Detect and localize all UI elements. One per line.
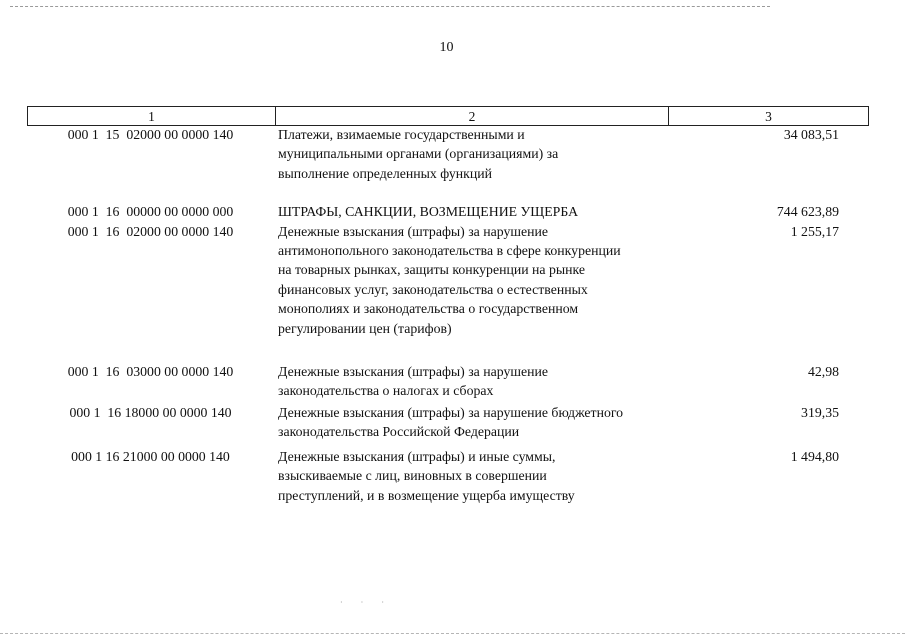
- row-description: [278, 403, 698, 442]
- table-row: [27, 125, 869, 183]
- row-description-line: Денежные взыскания (штрафы) и иные суммы,: [278, 448, 556, 464]
- row-description-line: выполнение определенных функций: [278, 165, 493, 181]
- row-description-line: Денежные взыскания (штрафы) за нарушение: [278, 223, 548, 239]
- row-code: 000 1 15 02000 00 0000 140: [67, 127, 234, 142]
- row-description-line: взыскиваемые с лиц, виновных в совершении: [278, 468, 547, 484]
- scan-edge-bottom: [0, 633, 905, 634]
- row-description: [278, 222, 698, 338]
- table-row: [27, 202, 869, 221]
- row-description-line: законодательства о налогах и сборах: [278, 383, 494, 399]
- scan-edge-top: [10, 6, 770, 7]
- row-code: 000 1 16 02000 00 0000 140: [67, 223, 234, 239]
- page-number: 10: [439, 40, 454, 55]
- row-description: [278, 202, 698, 221]
- row-description-line: Денежные взыскания (штрафы) за нарушение: [278, 364, 548, 380]
- row-description-line: монополиях и законодательства о государственном: [278, 301, 579, 317]
- table-row: [27, 403, 869, 442]
- budget-rows: [27, 125, 869, 505]
- row-amount: 744 623,89: [776, 204, 839, 220]
- table-row: [27, 222, 869, 338]
- row-description-line: Денежные взыскания (штрафы) за нарушение бюджетного: [278, 404, 624, 420]
- row-description-line: Платежи, взимаемые государственными и: [278, 127, 525, 142]
- row-amount: 319,35: [801, 404, 839, 420]
- table-row: [27, 362, 869, 401]
- column-header-table: [27, 106, 869, 126]
- row-description-line: преступлений, и в возмещение ущерба имуществу: [278, 487, 575, 503]
- column-header-1: 1: [28, 107, 276, 126]
- row-code: 000 1 16 18000 00 0000 140: [69, 404, 232, 420]
- row-description: [278, 125, 698, 183]
- row-description-line: на товарных рынках, защиты конкуренции на рынке: [278, 262, 586, 278]
- row-code: 000 1 16 03000 00 0000 140: [67, 364, 234, 380]
- scan-specks: · · ·: [340, 598, 392, 607]
- row-amount: 42,98: [807, 364, 839, 380]
- column-header-row: [28, 107, 869, 126]
- row-description-line: антимонопольного законодательства в сфере конкуренции: [278, 243, 621, 259]
- row-description-line: законодательства Российской Федерации: [278, 424, 520, 440]
- column-header-3: 3: [669, 107, 869, 126]
- row-amount: 34 083,51: [783, 127, 839, 142]
- row-description-line: регулировании цен (тарифов): [278, 320, 452, 336]
- row-description: [278, 362, 698, 401]
- row-code: 000 1 16 00000 00 0000 000: [67, 204, 234, 220]
- row-amount: 1 255,17: [790, 223, 839, 239]
- row-amount: 1 494,80: [790, 448, 839, 464]
- row-code: 000 1 16 21000 00 0000 140: [71, 448, 230, 464]
- row-description-line: муниципальными органами (организациями) за: [278, 146, 559, 162]
- row-description: [278, 447, 698, 505]
- row-description-line: финансовых услуг, законодательства о естественных: [278, 281, 588, 297]
- row-description-line: ШТРАФЫ, САНКЦИИ, ВОЗМЕЩЕНИЕ УЩЕРБА: [278, 204, 579, 220]
- table-row: [27, 447, 869, 505]
- column-header-2: 2: [276, 107, 669, 126]
